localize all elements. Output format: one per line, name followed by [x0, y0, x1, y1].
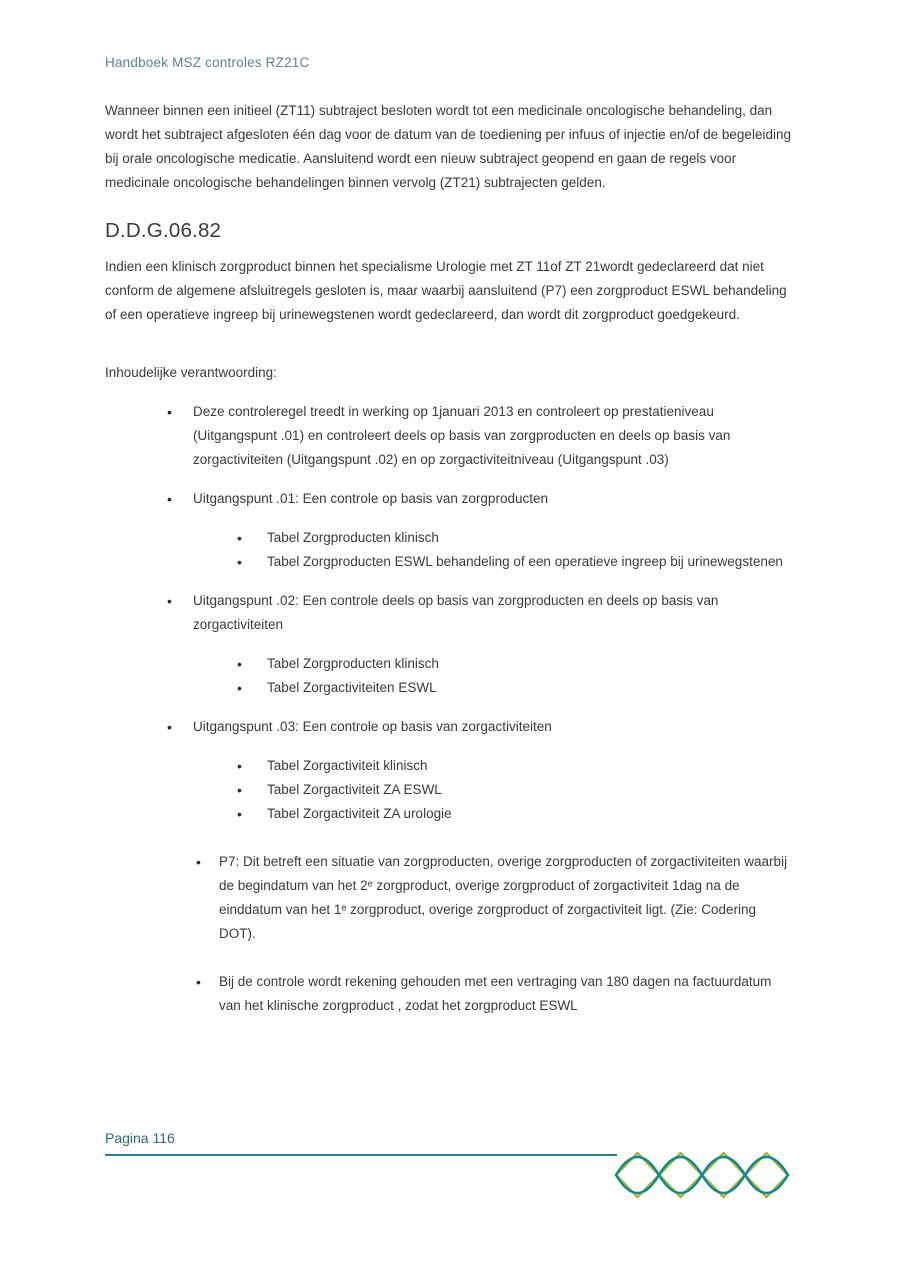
weave-logo-icon [614, 1152, 791, 1199]
bullet-item: • Uitgangspunt .03: Een controle op basis van zorgactiviteiten [105, 715, 793, 739]
bullet-list [105, 400, 793, 1018]
bullet-item: • Uitgangspunt .02: Een controle deels op basis van zorgproducten en deels op basis van zorgactiviteiten [105, 589, 793, 637]
bullet-item: • Bij de controle wordt rekening gehouden met een vertraging van 180 dagen na factuurdatum van het klinische zorgproduct , zodat het zorgproduct ESWL [105, 970, 793, 1018]
intro-paragraph: Wanneer binnen een initieel (ZT11) subtraject besloten wordt tot een medicinale oncologische behandeling, dan wordt het subtraject afgesloten één dag voor de datum van de toediening per infuus of injectie en/of de begeleiding bij orale oncologische medicatie. Aansluitend wordt een nieuw subtraject geopend en gaan de regels voor medicinale oncologische behandelingen binnen vervolg (ZT21) subtrajecten gelden. [105, 103, 791, 190]
page-content [105, 54, 793, 1018]
bullet-item: • Tabel Zorgactiviteiten ESWL [105, 676, 793, 700]
bullet-item: • Tabel Zorgproducten klinisch [105, 652, 793, 676]
bullet-item: • Tabel Zorgproducten klinisch [105, 526, 793, 550]
bullet-item: • Deze controleregel treedt in werking op 1januari 2013 en controleert op prestatieniveau (Uitgangspunt .01) en controleert deels op basis van zorgproducten en deels op basis van zorgactiviteiten (Uitgangspunt .02) en op zorgactiviteitniveau (Uitgangspunt .03) [105, 400, 793, 472]
page-number-label: Pagina 116 [105, 1130, 175, 1146]
justification-label: Inhoudelijke verantwoording: [105, 365, 277, 380]
bullet-item: • Tabel Zorgactiviteit klinisch [105, 754, 793, 778]
bullet-item: • P7: Dit betreft een situatie van zorgproducten, overige zorgproducten of zorgactiviteiten waarbij de begindatum van het 2ᵉ zorgproduct, overige zorgproduct of zorgactiviteit 1dag na de einddatum van het 1ᵉ zorgproduct, overige zorgproduct of zorgactiviteit ligt. (Zie: Codering DOT). [105, 850, 793, 946]
bullet-item: • Uitgangspunt .01: Een controle op basis van zorgproducten [105, 487, 793, 511]
footer-divider [105, 1154, 617, 1156]
document-header: Handboek MSZ controles RZ21C [105, 55, 310, 70]
rule-heading: D.D.G.06.82 [105, 219, 222, 242]
rule-description: Indien een klinisch zorgproduct binnen het specialisme Urologie met ZT 11of ZT 21wordt gedeclareerd dat niet conform de algemene afsluitregels gesloten is, maar waarbij aansluitend (P7) een zorgproduct ESWL behandeling of een operatieve ingreep bij urinewegstenen wordt gedeclareerd, dan wordt dit zorgproduct goedgekeurd. [105, 259, 787, 322]
bullet-item: • Tabel Zorgactiviteit ZA ESWL [105, 778, 793, 802]
bullet-item: • Tabel Zorgactiviteit ZA urologie [105, 802, 793, 826]
bullet-item: • Tabel Zorgproducten ESWL behandeling of een operatieve ingreep bij urinewegstenen [105, 550, 793, 574]
